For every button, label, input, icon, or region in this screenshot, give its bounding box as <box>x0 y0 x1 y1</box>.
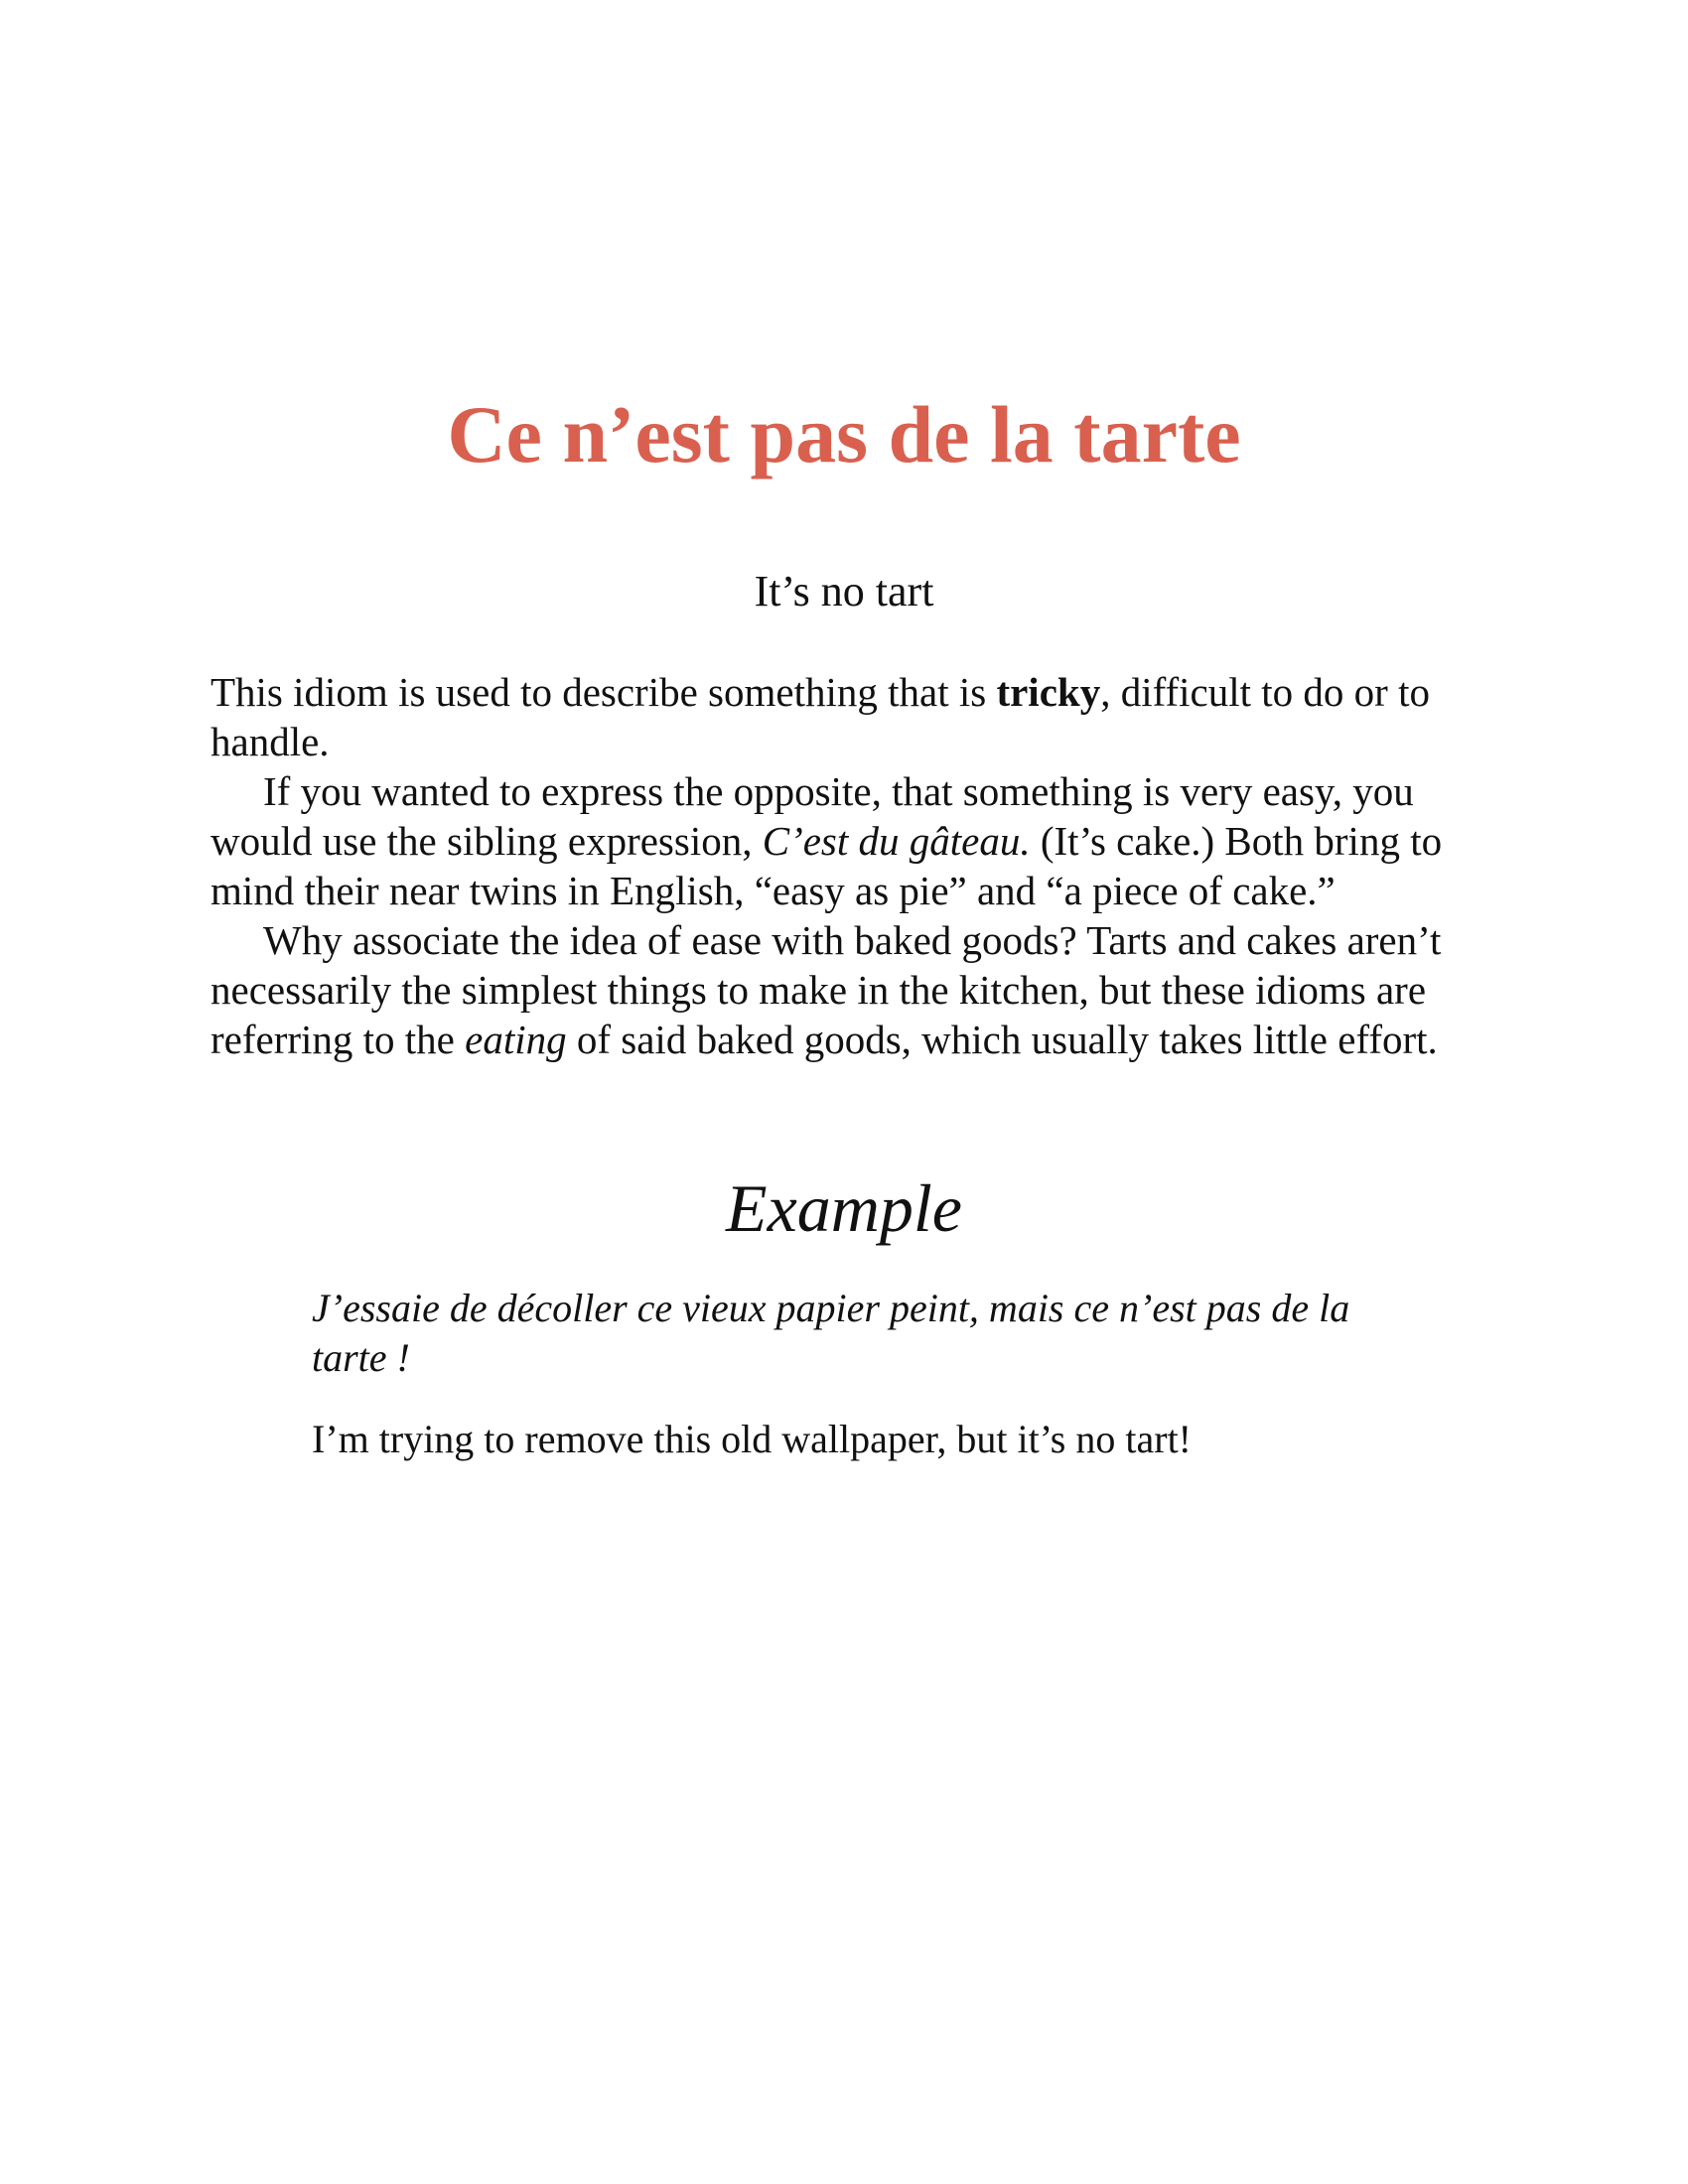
body-text <box>211 667 1491 1064</box>
paragraph-2 <box>211 766 1491 915</box>
paragraph-3-after: of said baked goods, which usually takes little effort. <box>566 1017 1438 1062</box>
page-title: Ce n’est pas de la tarte <box>447 389 1241 479</box>
paragraph-3-before: Why associate the idea of ease with baked goods? Tarts and cakes aren’t necessarily the simplest things to make in the kitchen, but these idioms are referring to the <box>211 917 1442 1062</box>
paragraph-1 <box>211 667 1491 766</box>
paragraph-2-before: If you wanted to express the opposite, that something is very easy, you would use the sibling expression, <box>211 768 1414 864</box>
paragraph-3 <box>211 915 1491 1064</box>
paragraph-1-after: , difficult to do or to handle. <box>211 669 1430 764</box>
example-french-sentence: J’essaie de décoller ce vieux papier peint, mais ce n’est pas de la tarte ! <box>312 1286 1350 1380</box>
paragraph-1-bold: tricky <box>996 669 1101 715</box>
example-english-translation: I’m trying to remove this old wallpaper, but it’s no tart! <box>312 1417 1192 1461</box>
example-heading: Example <box>726 1170 962 1246</box>
paragraph-2-after: (It’s cake.) Both bring to mind their near twins in English, “easy as pie” and “a piece of cake.” <box>211 818 1443 913</box>
paragraph-3-italic: eating <box>465 1017 567 1062</box>
paragraph-2-italic: C’est du gâteau. <box>762 818 1031 864</box>
page-subtitle: It’s no tart <box>754 567 934 615</box>
paragraph-1-before: This idiom is used to describe something that is <box>211 669 997 715</box>
